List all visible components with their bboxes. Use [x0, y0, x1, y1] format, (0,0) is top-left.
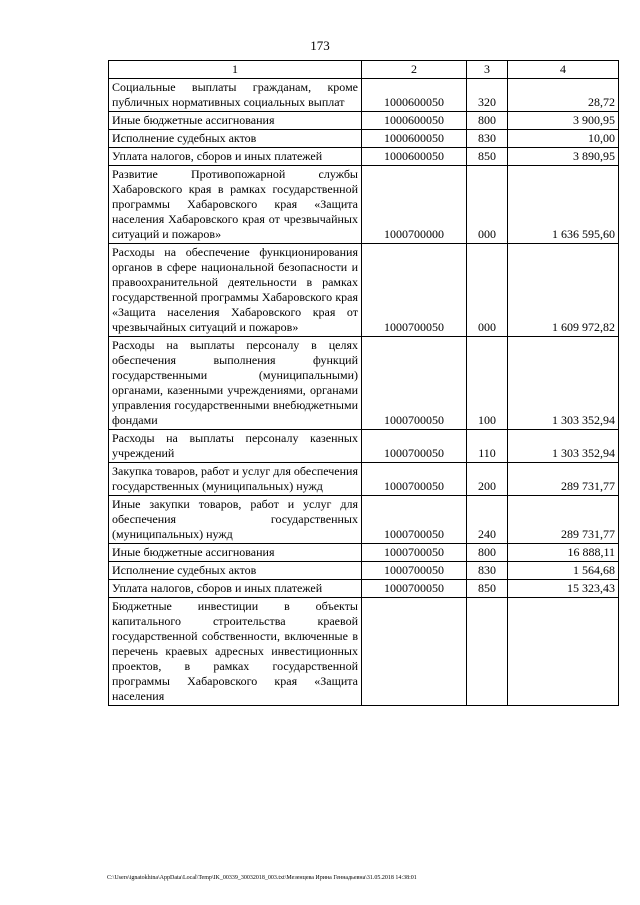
row-amount-cell: 10,00 [508, 130, 619, 148]
table-row [109, 166, 619, 244]
row-code-cell: 1000700050 [362, 580, 467, 598]
row-type-cell: 830 [467, 130, 508, 148]
row-name-cell: Иные бюджетные ассигнования [109, 544, 362, 562]
row-code-cell: 1000700050 [362, 544, 467, 562]
row-amount-cell: 1 564,68 [508, 562, 619, 580]
row-name-cell: Иные закупки товаров, работ и услуг для обеспечения государственных (муниципальных) нужд [109, 496, 362, 544]
row-code-cell: 1000600050 [362, 112, 467, 130]
row-name-cell: Расходы на обеспечение функционирования органов в сфере национальной безопасности и правоохранительной деятельности в рамках государственной программы Хабаровского края «Защита населения Хабаровского края от чрезвычайных ситуаций и пожаров» [109, 244, 362, 337]
column-header-1: 1 [109, 61, 362, 79]
row-code-cell: 1000700050 [362, 430, 467, 463]
row-code-cell: 1000700050 [362, 463, 467, 496]
row-amount-cell: 3 900,95 [508, 112, 619, 130]
budget-table [108, 60, 619, 706]
row-amount-cell: 289 731,77 [508, 463, 619, 496]
table-row [109, 430, 619, 463]
column-header-4: 4 [508, 61, 619, 79]
row-type-cell: 800 [467, 544, 508, 562]
row-code-cell: 1000700050 [362, 244, 467, 337]
row-name-cell: Социальные выплаты гражданам, кроме публичных нормативных социальных выплат [109, 79, 362, 112]
table-row [109, 544, 619, 562]
row-type-cell: 830 [467, 562, 508, 580]
column-header-3: 3 [467, 61, 508, 79]
row-type-cell: 000 [467, 166, 508, 244]
row-code-cell: 1000600050 [362, 148, 467, 166]
table-row [109, 112, 619, 130]
table-row [109, 562, 619, 580]
table-row [109, 463, 619, 496]
row-code-cell: 1000700050 [362, 496, 467, 544]
row-amount-cell: 1 303 352,94 [508, 430, 619, 463]
table-row [109, 337, 619, 430]
row-code-cell: 1000700000 [362, 166, 467, 244]
row-name-cell: Бюджетные инвестиции в объекты капитального строительства краевой государственной собственности, включенные в перечень краевых адресных инвестиционных проектов, в рамках государственной программы Хабаровского края «Защита населения [109, 598, 362, 706]
row-name-cell: Закупка товаров, работ и услуг для обеспечения государственных (муниципальных) нужд [109, 463, 362, 496]
row-type-cell: 200 [467, 463, 508, 496]
row-amount-cell [508, 598, 619, 706]
table-row [109, 580, 619, 598]
row-name-cell: Исполнение судебных актов [109, 562, 362, 580]
row-amount-cell: 15 323,43 [508, 580, 619, 598]
page-number: 173 [310, 38, 330, 53]
row-name-cell: Уплата налогов, сборов и иных платежей [109, 580, 362, 598]
column-header-2: 2 [362, 61, 467, 79]
row-code-cell: 1000600050 [362, 130, 467, 148]
row-amount-cell: 289 731,77 [508, 496, 619, 544]
row-type-cell: 110 [467, 430, 508, 463]
row-amount-cell: 16 888,11 [508, 544, 619, 562]
row-name-cell: Исполнение судебных актов [109, 130, 362, 148]
row-amount-cell: 1 609 972,82 [508, 244, 619, 337]
row-type-cell: 000 [467, 244, 508, 337]
file-path-footer: C:\Users\ignatokhina\AppData\Local\Temp\IK_00339_30032018_003.txt\Мезенцева Ирина Геннадьевна\31.05.2018 14:38:01 [107, 875, 417, 881]
row-amount-cell: 1 303 352,94 [508, 337, 619, 430]
table-row [109, 148, 619, 166]
row-code-cell: 1000700050 [362, 562, 467, 580]
row-type-cell: 850 [467, 580, 508, 598]
row-type-cell: 100 [467, 337, 508, 430]
row-name-cell: Иные бюджетные ассигнования [109, 112, 362, 130]
table-row [109, 244, 619, 337]
row-type-cell: 240 [467, 496, 508, 544]
row-amount-cell: 28,72 [508, 79, 619, 112]
row-type-cell: 850 [467, 148, 508, 166]
row-name-cell: Развитие Противопожарной службы Хабаровского края в рамках государственной программы Хабаровского края «Защита населения Хабаровского края от чрезвычайных ситуаций и пожаров» [109, 166, 362, 244]
row-code-cell [362, 598, 467, 706]
row-type-cell: 800 [467, 112, 508, 130]
row-type-cell: 320 [467, 79, 508, 112]
row-amount-cell: 1 636 595,60 [508, 166, 619, 244]
row-type-cell [467, 598, 508, 706]
header-row [109, 61, 619, 79]
table-row [109, 598, 619, 706]
row-amount-cell: 3 890,95 [508, 148, 619, 166]
row-name-cell: Расходы на выплаты персоналу казенных учреждений [109, 430, 362, 463]
row-code-cell: 1000700050 [362, 337, 467, 430]
row-name-cell: Расходы на выплаты персоналу в целях обеспечения выполнения функций государственными (муниципальными) органами, казенными учреждениями, органами управления государственными внебюджетными фондами [109, 337, 362, 430]
table-row [109, 130, 619, 148]
row-name-cell: Уплата налогов, сборов и иных платежей [109, 148, 362, 166]
table-row [109, 79, 619, 112]
table-row [109, 496, 619, 544]
row-code-cell: 1000600050 [362, 79, 467, 112]
